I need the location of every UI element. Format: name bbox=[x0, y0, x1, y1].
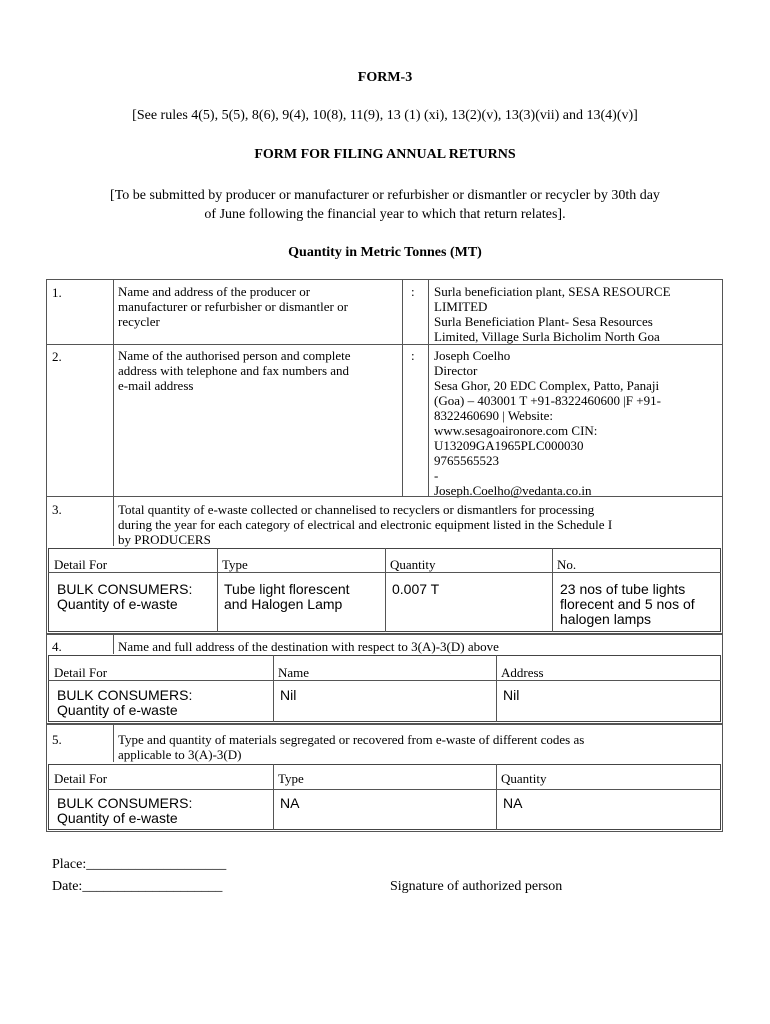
divider bbox=[496, 764, 497, 830]
label-line: e-mail address bbox=[118, 378, 194, 393]
row-2-value bbox=[434, 348, 724, 498]
value-line: LIMITED bbox=[434, 299, 488, 314]
divider bbox=[402, 279, 403, 345]
no-line: florecent and 5 nos of bbox=[560, 596, 695, 612]
label-line: address with telephone and fax numbers and bbox=[118, 363, 350, 378]
divider bbox=[273, 764, 274, 830]
type-line: and Halogen Lamp bbox=[224, 596, 343, 612]
col-header-type: Type bbox=[222, 557, 248, 572]
rules-reference: [See rules 4(5), 5(5), 8(6), 9(4), 10(8), 11(9), 13 (1) (xi), 13(2)(v), 13(3)(vii) and 13(4)(v)] bbox=[132, 108, 638, 123]
value-line: Joseph.Coelho@vedanta.co.in bbox=[434, 483, 592, 498]
instructions-line-1: [To be submitted by producer or manufacturer or refurbisher or dismantler or recycler by 30th day bbox=[110, 188, 660, 203]
col-header-quantity: Quantity bbox=[501, 771, 547, 786]
col-header-quantity: Quantity bbox=[390, 557, 436, 572]
section-4-name: Nil bbox=[280, 687, 297, 703]
no-line: 23 nos of tube lights bbox=[560, 581, 686, 597]
value-line: (Goa) – 403001 T +91-8322460600 |F +91- bbox=[434, 393, 661, 408]
detail-line: BULK CONSUMERS: bbox=[57, 795, 193, 811]
section-4-number: 4. bbox=[52, 639, 62, 654]
form-number: FORM-3 bbox=[357, 70, 413, 85]
row-2-separator: : bbox=[411, 348, 415, 363]
section-3-text bbox=[118, 502, 718, 547]
divider bbox=[113, 496, 114, 546]
detail-line: Quantity of e-waste bbox=[57, 596, 178, 612]
col-header-detail-for: Detail For bbox=[54, 771, 108, 786]
signature-label: Signature of authorized person bbox=[390, 879, 563, 894]
text-line: Total quantity of e-waste collected or channelised to recyclers or dismantlers for processing bbox=[118, 502, 595, 517]
quantity-unit-heading: Quantity in Metric Tonnes (MT) bbox=[288, 245, 482, 260]
value-line: Joseph Coelho bbox=[434, 348, 511, 363]
divider bbox=[217, 548, 218, 632]
submission-instructions bbox=[40, 186, 730, 224]
divider bbox=[113, 634, 114, 654]
divider bbox=[402, 344, 403, 497]
value-line: - bbox=[434, 468, 439, 483]
section-5-text bbox=[118, 732, 718, 762]
row-2-label bbox=[118, 348, 400, 393]
text-line: applicable to 3(A)-3(D) bbox=[118, 747, 242, 762]
value-line: Surla beneficiation plant, SESA RESOURCE bbox=[434, 284, 671, 299]
divider bbox=[273, 655, 274, 722]
detail-line: BULK CONSUMERS: bbox=[57, 687, 193, 703]
divider bbox=[428, 344, 429, 497]
text-line: by PRODUCERS bbox=[118, 532, 211, 547]
divider bbox=[428, 279, 429, 345]
row-1-separator: : bbox=[411, 284, 415, 299]
detail-line: Quantity of e-waste bbox=[57, 810, 178, 826]
col-header-type: Type bbox=[278, 771, 304, 786]
section-4-detail bbox=[57, 688, 192, 718]
section-5-detail bbox=[57, 796, 192, 826]
row-1-label bbox=[118, 284, 400, 329]
text-line: Type and quantity of materials segregated or recovered from e-waste of different codes as bbox=[118, 732, 585, 747]
value-line: Surla Beneficiation Plant- Sesa Resources bbox=[434, 314, 653, 329]
type-line: Tube light florescent bbox=[224, 581, 350, 597]
label-line: Name of the authorised person and complete bbox=[118, 348, 351, 363]
section-5-quantity: NA bbox=[503, 795, 523, 811]
row-2-number: 2. bbox=[52, 349, 62, 364]
col-header-name: Name bbox=[278, 665, 310, 680]
value-line: 9765565523 bbox=[434, 453, 499, 468]
label-line: recycler bbox=[118, 314, 160, 329]
section-3-number: 3. bbox=[52, 502, 62, 517]
instructions-line-2: of June following the financial year to which that return relates]. bbox=[204, 207, 566, 222]
row-1-number: 1. bbox=[52, 285, 62, 300]
section-4-address: Nil bbox=[503, 687, 520, 703]
divider bbox=[496, 655, 497, 722]
text-line: during the year for each category of electrical and electronic equipment listed in the Schedule I bbox=[118, 517, 613, 532]
divider bbox=[552, 548, 553, 632]
detail-line: Quantity of e-waste bbox=[57, 702, 178, 718]
section-3-detail bbox=[57, 582, 192, 612]
divider bbox=[48, 789, 721, 790]
value-line: Sesa Ghor, 20 EDC Complex, Patto, Panaji bbox=[434, 378, 660, 393]
place-field[interactable]: Place:____________________ bbox=[52, 857, 227, 872]
form-heading: FORM FOR FILING ANNUAL RETURNS bbox=[254, 147, 516, 162]
date-field[interactable]: Date:____________________ bbox=[52, 879, 223, 894]
detail-line: BULK CONSUMERS: bbox=[57, 581, 193, 597]
divider bbox=[113, 279, 114, 345]
section-3-quantity: 0.007 T bbox=[392, 581, 440, 597]
value-line: 8322460690 | Website: bbox=[434, 408, 554, 423]
value-line: U13209GA1965PLC000030 bbox=[434, 438, 584, 453]
divider bbox=[113, 344, 114, 497]
no-line: halogen lamps bbox=[560, 611, 652, 627]
section-5-type: NA bbox=[280, 795, 300, 811]
label-line: Name and address of the producer or bbox=[118, 284, 311, 299]
value-line: Limited, Village Surla Bicholim North Goa bbox=[434, 329, 660, 344]
value-line: www.sesagoaironore.com CIN: bbox=[434, 423, 598, 438]
divider bbox=[113, 724, 114, 762]
label-line: manufacturer or refurbisher or dismantler or bbox=[118, 299, 348, 314]
section-3-no bbox=[560, 582, 695, 627]
col-header-detail-for: Detail For bbox=[54, 665, 108, 680]
row-1-value bbox=[434, 284, 724, 344]
section-5-number: 5. bbox=[52, 732, 62, 747]
divider bbox=[385, 548, 386, 632]
section-4-text: Name and full address of the destination with respect to 3(A)-3(D) above bbox=[118, 639, 499, 654]
col-header-detail-for: Detail For bbox=[54, 557, 108, 572]
section-3-type bbox=[224, 582, 350, 612]
value-line: Director bbox=[434, 363, 478, 378]
divider bbox=[48, 680, 721, 681]
col-header-no: No. bbox=[557, 557, 577, 572]
col-header-address: Address bbox=[501, 665, 544, 680]
